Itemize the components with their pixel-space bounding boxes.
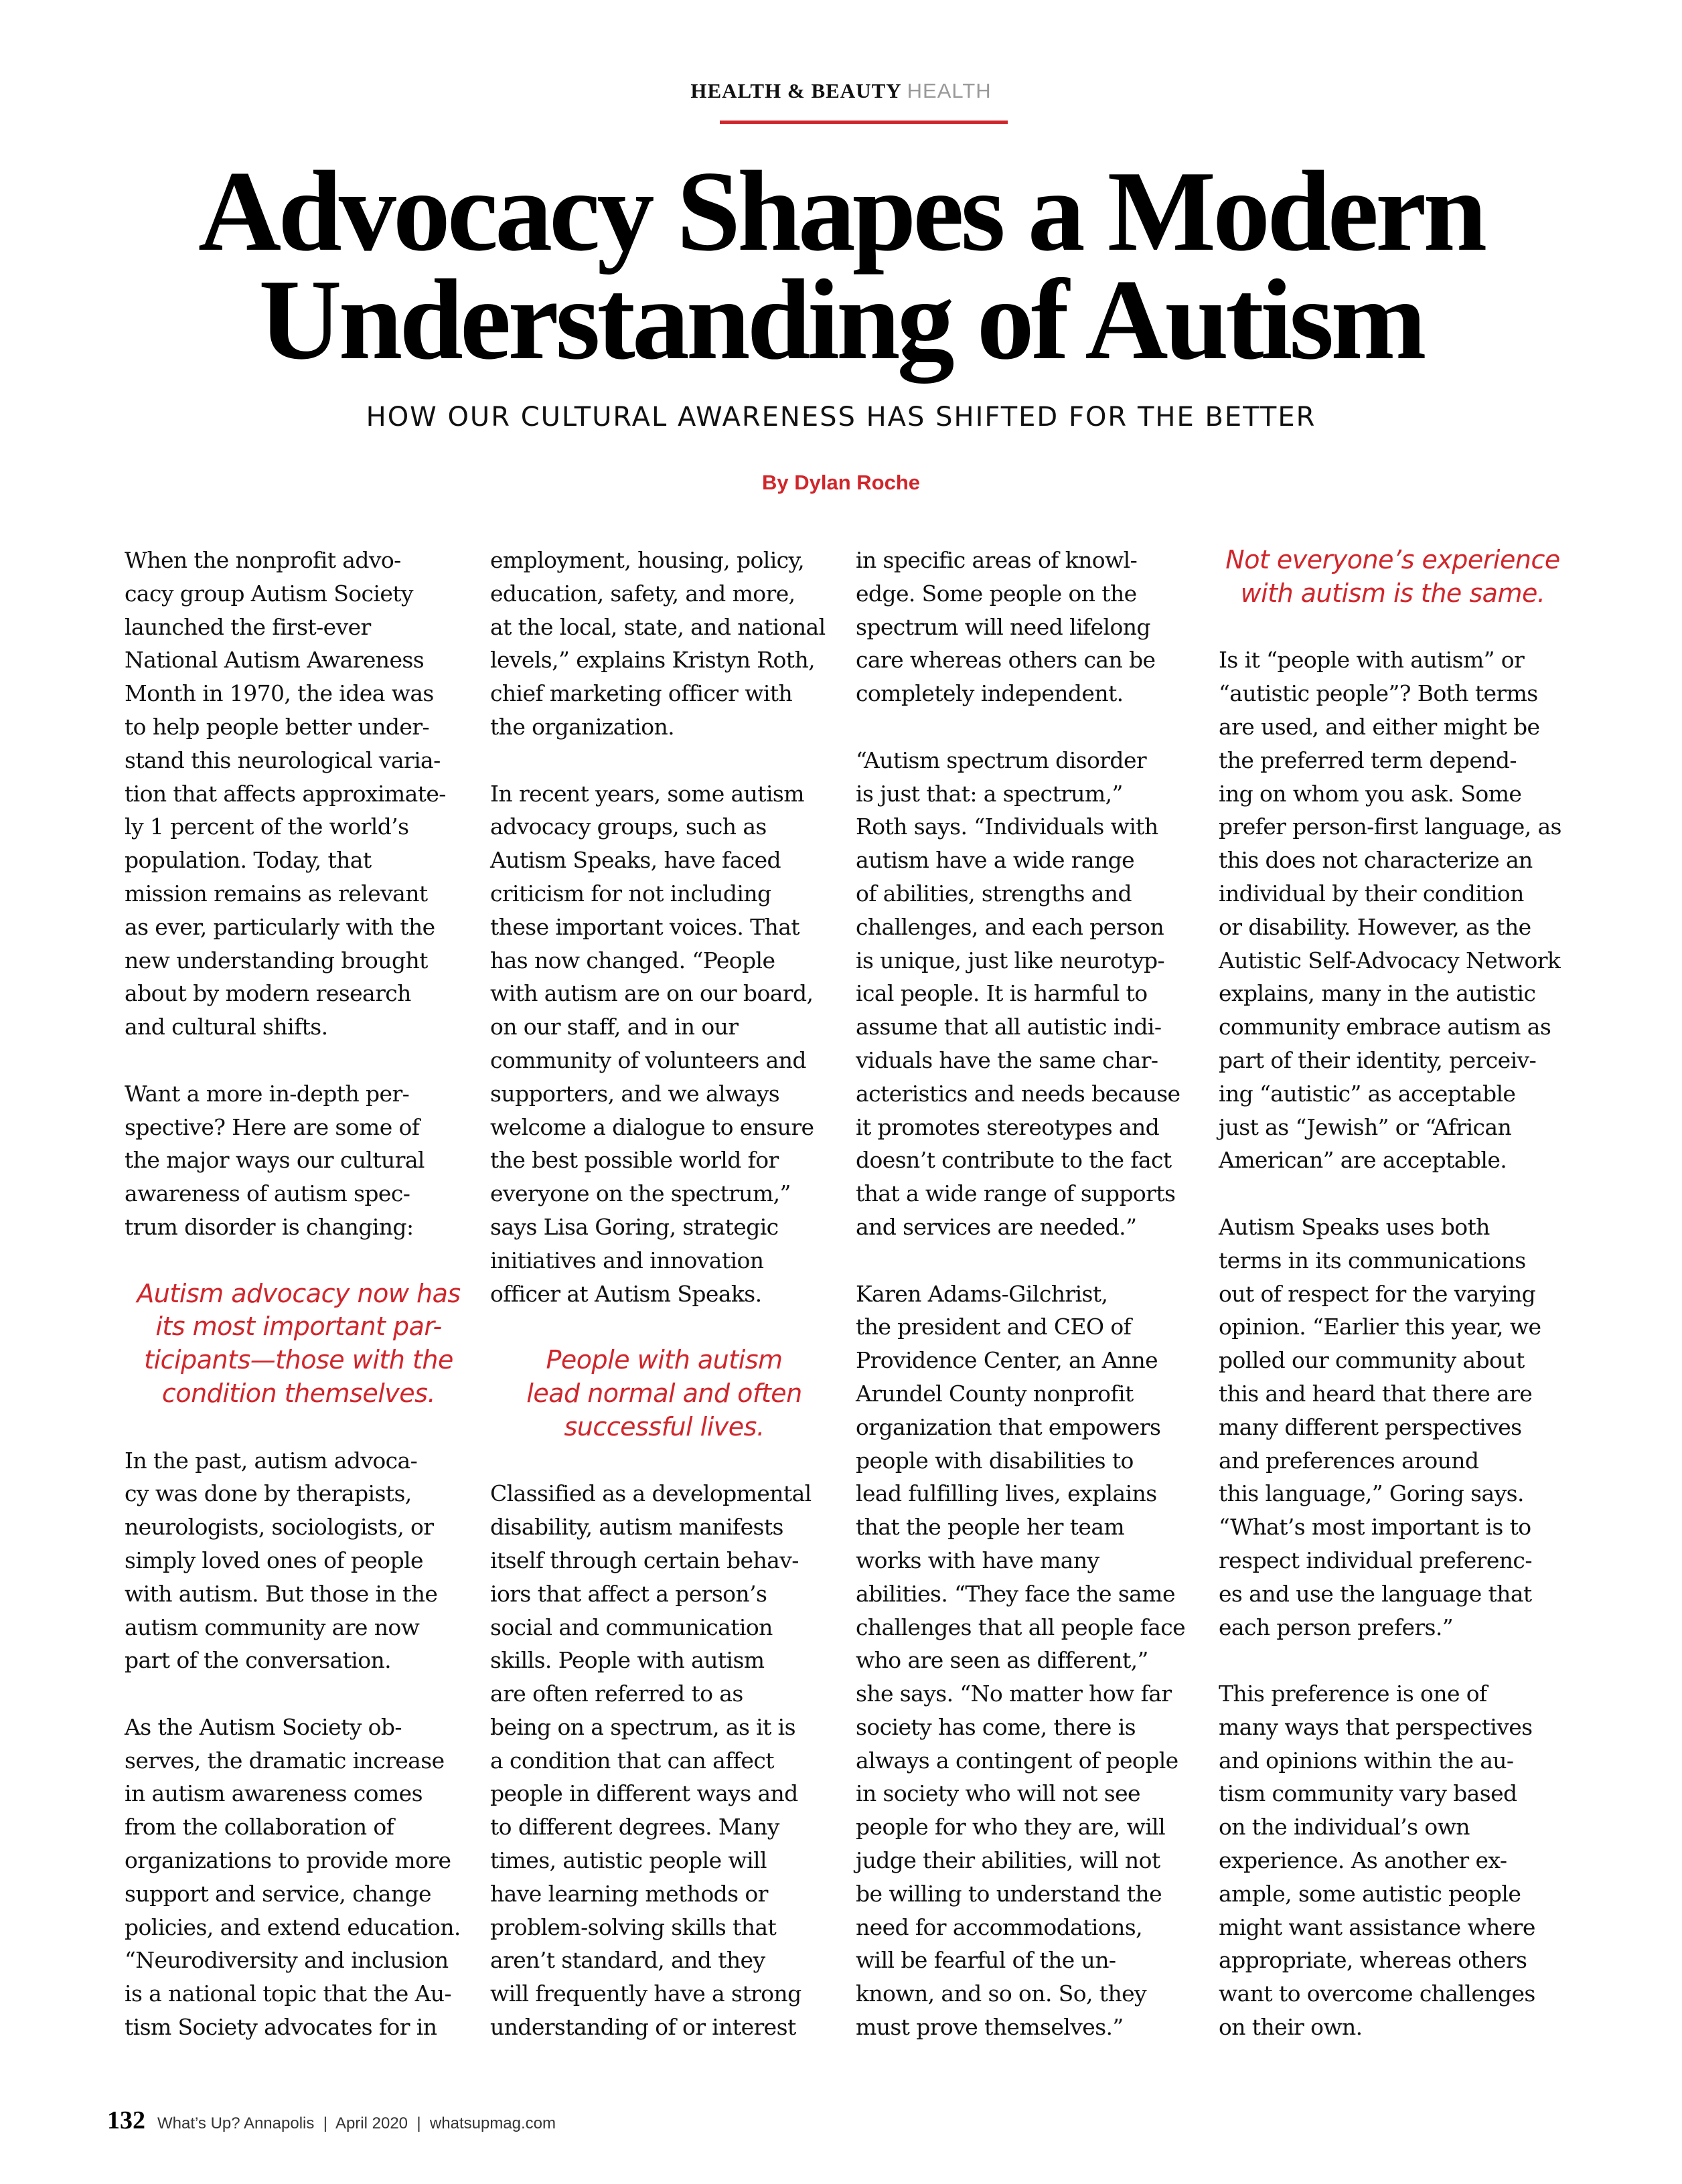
pull-quote: Not everyone’s experience with autism is the same. bbox=[1225, 545, 1560, 608]
paragraph: In the past, autism advoca- cy was done by therapists, neurologists, sociologists, or simply loved ones of people with autism. But those in the autism community are now part of the conversation. bbox=[125, 1447, 438, 1674]
paragraph: Want a more in-depth per- spective? Here are some of the major ways our cultural awareness of autism spec- trum disorder is changing: bbox=[125, 1080, 425, 1240]
section-kicker bbox=[0, 79, 1682, 103]
subsection-label: HEALTH bbox=[907, 79, 992, 102]
publication-info: What’s Up? Annapolis | April 2020 | whatsupmag.com bbox=[157, 2114, 556, 2132]
paragraph: in specific areas of knowl- edge. Some people on the spectrum will need lifelong care whereas others can be completely independent. bbox=[856, 547, 1156, 707]
article-title bbox=[0, 148, 1682, 384]
paragraph: This preference is one of many ways that perspectives and opinions within the au- tism community vary based on the individual’s own experience. As another ex- ample, some autistic people might want assistance where appropriate, whereas others want to overcome challenges on their own. bbox=[1219, 1681, 1535, 2041]
paragraph: Autism Speaks uses both terms in its communications out of respect for the varying opinion. “Earlier this year, we polled our community about this and heard that there are many different perspectives and preferences around this language,” Goring says. “What’s most important is to respect individual preferenc- es and use the language that each person prefers.” bbox=[1219, 1213, 1541, 1640]
paragraph: In recent years, some autism advocacy groups, such as Autism Speaks, have faced criticism for not including these important voices. That has now changed. “People with autism are on our board, on our staff, and in our community of volunteers and supporters, and we always welcome a dialogue to ensure the best possible world for everyone on the spectrum,” says Lisa Goring, strategic initiatives and innovation officer at Autism Speaks. bbox=[490, 780, 814, 1307]
paragraph: As the Autism Society ob- serves, the dramatic increase in autism awareness comes from the collaboration of organizations to provide more support and service, change policies, and extend education. “Neurodiversity and inclusion is a national topic that the Au- tism Society advocates for in bbox=[125, 1713, 461, 2041]
kicker-divider bbox=[720, 121, 1008, 124]
page-footer bbox=[107, 2106, 556, 2135]
paragraph: “Autism spectrum disorder is just that: a spectrum,” Roth says. “Individuals with autism have a wide range of abilities, strengths and challenges, and each person is unique, just like neurotyp- ical people. It is harmful to assume that all autistic indi- viduals have the same char- acteristics and needs because it promotes stereotypes and doesn’t contribute to the fact that a wide range of supports and services are needed.” bbox=[856, 747, 1180, 1240]
column-3 bbox=[856, 544, 1204, 2078]
title-line-2: Understanding of Autism bbox=[258, 256, 1424, 384]
byline: By Dylan Roche bbox=[761, 471, 920, 494]
title-line-1: Advocacy Shapes a Modern bbox=[198, 148, 1484, 275]
paragraph: employment, housing, policy, education, safety, and more, at the local, state, and national levels,” explains Kristyn Roth, chief marketing officer with the organization. bbox=[490, 547, 826, 740]
paragraph: Is it “people with autism” or “autistic people”? Both terms are used, and either might be the preferred term depend- ing on whom you ask. Some prefer person-first language, as this does not characterize an individual by their condition or disability. However, as the Autistic Self-Advocacy Network explains, many in the autistic community embrace autism as part of their identity, perceiv- ing “autistic” as acceptable just as “Jewish” or “African American” are acceptable. bbox=[1219, 647, 1561, 1174]
paragraph: When the nonprofit advo- cacy group Autism Society launched the first-ever National Autism Awareness Month in 1970, the idea was to help people better under- stand this neurological varia- tion that affects approximate- ly 1 percent of the world’s population. Today, that mission remains as relevant as ever, particularly with the new understanding brought about by modern research and cultural shifts. bbox=[125, 547, 446, 1040]
pull-quote: People with autism lead normal and often successful lives. bbox=[526, 1345, 802, 1441]
section-label: HEALTH & BEAUTY bbox=[690, 79, 902, 102]
pull-quote: Autism advocacy now has its most important par- ticipants—those with the condition themselves. bbox=[137, 1278, 461, 1408]
paragraph: Karen Adams-Gilchrist, the president and CEO of Providence Center, an Anne Arundel County nonprofit organization that empowers people with disabilities to lead fulfilling lives, explains that the people her team works with have many abilities. “They face the same challenges that all people face who are seen as different,” she says. “No matter how far society has come, there is always a contingent of people in society who will not see people for who they are, will judge their abilities, will not be willing to understand the need for accommodations, will be fearful of the un- known, and so on. So, they must prove themselves.” bbox=[856, 1280, 1186, 2041]
paragraph: Classified as a developmental disability, autism manifests itself through certain behav- iors that affect a person’s social and communication skills. People with autism are often referred to as being on a spectrum, as it is a condition that can affect people in different ways and to different degrees. Many times, autistic people will have learning methods or problem-solving skills that aren’t standard, and they will frequently have a strong understanding of or interest bbox=[490, 1480, 812, 2041]
article-dek: HOW OUR CULTURAL AWARENESS HAS SHIFTED FOR THE BETTER bbox=[366, 402, 1316, 433]
column-2 bbox=[490, 544, 838, 2078]
column-4 bbox=[1219, 544, 1567, 2078]
page-number: 132 bbox=[107, 2106, 145, 2134]
column-1 bbox=[125, 544, 473, 2078]
